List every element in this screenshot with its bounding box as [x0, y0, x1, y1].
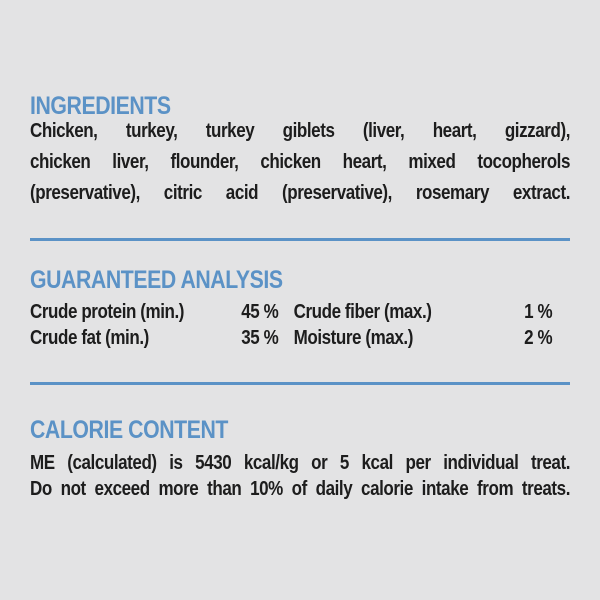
calorie-content-text: [30, 450, 570, 502]
table-row: [30, 299, 570, 325]
calorie-content-section: [30, 417, 570, 502]
analysis-value: 2 %: [524, 327, 553, 349]
guaranteed-analysis-heading: GUARANTEED ANALYSIS: [30, 266, 283, 294]
analysis-label: Crude fiber (max.): [293, 301, 432, 323]
analysis-pair: [294, 325, 553, 351]
calorie-warning: Do not exceed more than 10% of daily calorie intake from treats.: [30, 478, 571, 500]
analysis-pair: [30, 299, 278, 325]
ingredients-section: [30, 93, 570, 209]
analysis-pair: [294, 299, 553, 325]
ingredients-line: (preservative), citric acid (preservative), rosemary extract.: [30, 182, 571, 204]
section-divider: [30, 238, 570, 241]
ingredients-line: Chicken, turkey, turkey giblets (liver, heart, gizzard),: [30, 120, 571, 142]
analysis-pair: [30, 325, 278, 351]
analysis-value: 1 %: [524, 301, 553, 323]
calorie-statement: ME (calculated) is 5430 kcal/kg or 5 kcal per individual treat.: [30, 452, 571, 474]
calorie-content-heading: CALORIE CONTENT: [30, 416, 228, 444]
table-row: [30, 325, 570, 351]
guaranteed-analysis-table: [30, 299, 570, 351]
analysis-label: Crude protein (min.): [30, 301, 185, 323]
section-divider: [30, 382, 570, 385]
analysis-label: Moisture (max.): [293, 327, 413, 349]
analysis-value: 45 %: [241, 301, 279, 323]
ingredients-line: chicken liver, flounder, chicken heart, mixed tocopherols: [30, 151, 571, 173]
analysis-value: 35 %: [241, 327, 279, 349]
ingredients-heading: INGREDIENTS: [30, 92, 171, 120]
guaranteed-analysis-section: [30, 267, 570, 351]
analysis-label: Crude fat (min.): [30, 327, 149, 349]
ingredients-paragraph: [30, 116, 570, 209]
